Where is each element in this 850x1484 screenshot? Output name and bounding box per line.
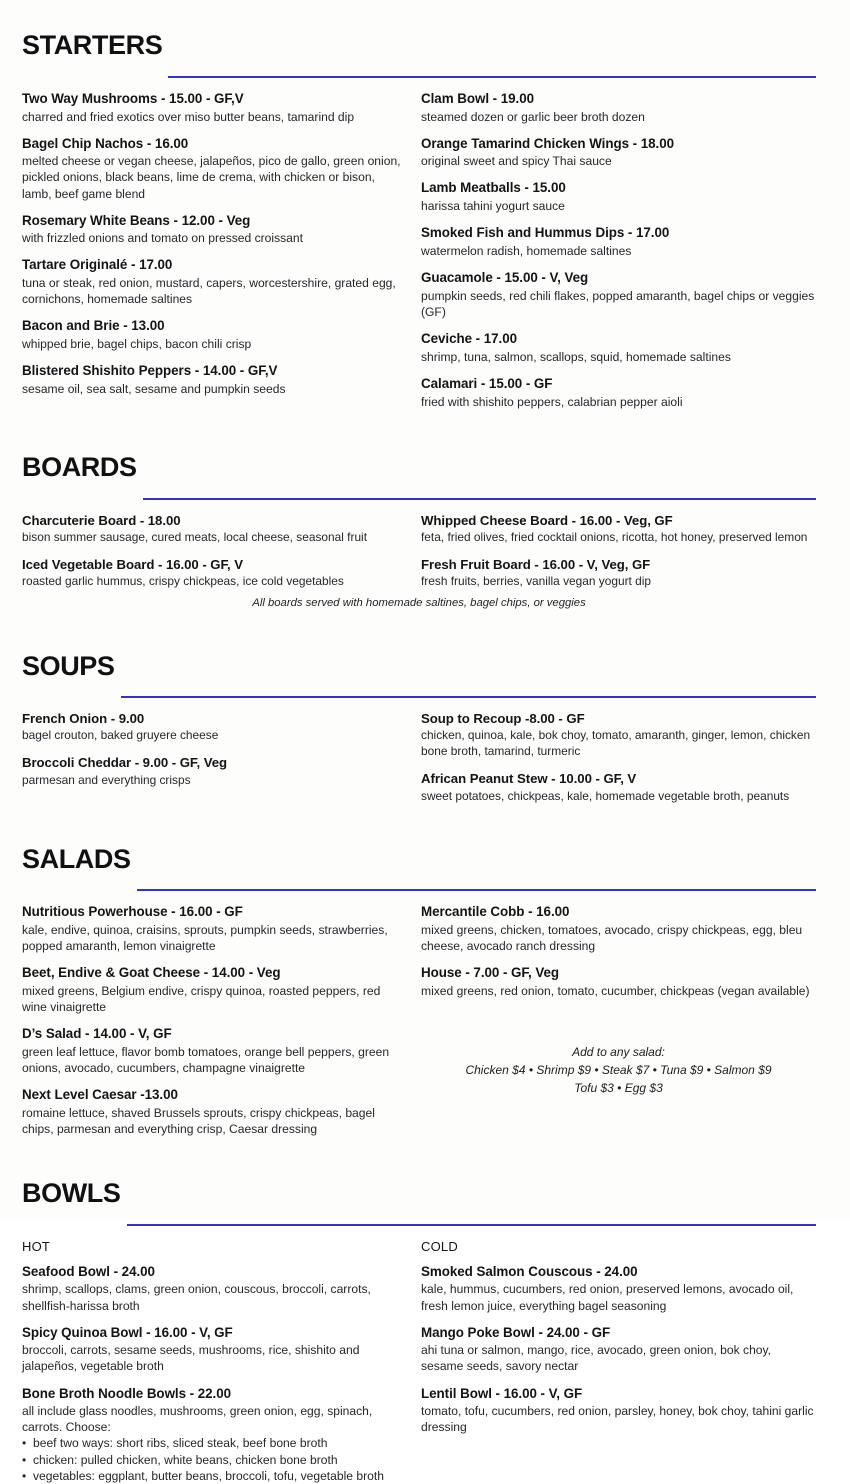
menu-item-name: D’s Salad - 14.00 - V, GF [22, 1026, 172, 1042]
section-header-soups [22, 630, 816, 702]
section-columns [22, 711, 816, 804]
menu-item-name: Lamb Meatballs - 15.00 [421, 180, 566, 196]
column-subheading-cold: COLD [421, 1238, 458, 1254]
menu-item-description: charred and fried exotics over miso butter beans, tamarind dip [22, 109, 355, 124]
menu-item [22, 513, 401, 546]
menu-item-description: watermelon radish, homemade saltines [421, 244, 632, 259]
menu-item [421, 771, 816, 804]
menu-item-description: fried with shishito peppers, calabrian pepper aioli [421, 394, 683, 409]
menu-item-description: melted cheese or vegan cheese, jalapeños, pico de gallo, green onion, pickled onions, black beans, lime de crema, with chicken or bison, lamb, beef game blend [22, 154, 401, 201]
menu-item-choice: • vegetables: eggplant, butter beans, broccoli, tofu, vegetable broth [22, 1468, 401, 1484]
section-divider-rule [121, 696, 816, 698]
section-columns [22, 1239, 816, 1484]
section-columns [22, 904, 816, 1137]
menu-item [421, 1386, 816, 1436]
menu-item [22, 1325, 401, 1375]
menu-item-name: Charcuterie Board - 18.00 [22, 512, 181, 528]
section-columns [22, 513, 816, 591]
menu-item [421, 331, 816, 365]
section-header-bowls [22, 1158, 816, 1230]
menu-item-choice: • beef two ways: short ribs, sliced steak, beef bone broth [22, 1435, 401, 1451]
menu-item-description: shrimp, tuna, salmon, scallops, squid, homemade saltines [421, 349, 731, 364]
section-title-soups: SOUPS [22, 650, 115, 681]
column-subheading-hot: HOT [22, 1238, 51, 1254]
menu-item-name: Smoked Salmon Couscous - 24.00 [421, 1263, 638, 1279]
menu-item [22, 711, 401, 744]
menu-item-name: Seafood Bowl - 24.00 [22, 1263, 155, 1279]
menu-item-description: kale, endive, quinoa, craisins, sprouts, pumpkin seeds, strawberries, popped amaranth, lemon vinaigrette [22, 923, 388, 954]
salad-addons-row-2: Tofu $3 • Egg $3 [574, 1081, 663, 1095]
section-boards [22, 432, 816, 609]
menu-item [421, 270, 816, 320]
section-title-boards: BOARDS [22, 452, 137, 483]
menu-item-description: feta, fried olives, fried cocktail onions, ricotta, hot honey, preserved lemon [421, 530, 808, 544]
menu-item-name: Spicy Quinoa Bowl - 16.00 - V, GF [22, 1324, 233, 1340]
menu-item [22, 965, 401, 1015]
menu-item-name: Whipped Cheese Board - 16.00 - Veg, GF [421, 512, 673, 528]
menu-item-description: shrimp, scallops, clams, green onion, couscous, broccoli, carrots, shellfish-harissa broth [22, 1282, 371, 1313]
menu-item-name: Next Level Caesar -13.00 [22, 1086, 178, 1102]
menu-item-name: Iced Vegetable Board - 16.00 - GF, V [22, 556, 244, 572]
section-divider-rule [143, 498, 816, 500]
menu-item-name: Mercantile Cobb - 16.00 [421, 904, 570, 920]
column-right [419, 711, 816, 804]
menu-item-description: chicken, quinoa, kale, bok choy, tomato, amaranth, ginger, lemon, chicken bone broth, tamarind, turmeric [421, 728, 811, 759]
salad-addons [421, 1043, 816, 1097]
menu-item-name: Soup to Recoup -8.00 - GF [421, 710, 585, 726]
section-divider-rule [168, 76, 816, 78]
menu-item-name: French Onion - 9.00 [22, 710, 145, 726]
menu-item-name: Beet, Endive & Goat Cheese - 14.00 - Veg [22, 965, 281, 981]
menu-item-name: Calamari - 15.00 - GF [421, 375, 553, 391]
menu-item-name: Nutritious Powerhouse - 16.00 - GF [22, 904, 243, 920]
section-starters [22, 10, 816, 410]
column-left [22, 91, 419, 397]
section-bowls [22, 1158, 816, 1484]
menu-item [421, 1325, 816, 1375]
column-left [22, 1239, 419, 1484]
menu-item [421, 965, 816, 999]
section-header-starters [22, 10, 816, 82]
menu-item-description: tuna or steak, red onion, mustard, capers, worcestershire, grated egg, cornichons, homemade saltines [22, 276, 396, 307]
menu-item [22, 1386, 401, 1484]
menu-item-name: Lentil Bowl - 16.00 - V, GF [421, 1385, 583, 1401]
column-left [22, 513, 419, 591]
column-right [419, 513, 816, 591]
column-right [419, 91, 816, 410]
menu-item [421, 557, 816, 590]
menu-item-name: Orange Tamarind Chicken Wings - 18.00 [421, 135, 675, 151]
salad-addons-row-1: Chicken $4 • Shrimp $9 • Steak $7 • Tuna $9 • Salmon $9 [465, 1063, 772, 1077]
menu-item-description: bagel crouton, baked gruyere cheese [22, 728, 219, 743]
menu-item [22, 904, 401, 954]
menu-item-description: harissa tahini yogurt sauce [421, 199, 565, 214]
menu-item-description: whipped brie, bagel chips, bacon chili crisp [22, 337, 252, 352]
menu-item-description: fresh fruits, berries, vanilla vegan yogurt dip [421, 574, 651, 589]
menu-item-name: Rosemary White Beans - 12.00 - Veg [22, 212, 251, 228]
menu-item [421, 376, 816, 410]
menu-item-description: with frizzled onions and tomato on pressed croissant [22, 231, 303, 246]
menu-item [22, 557, 401, 590]
menu-item-name: Broccoli Cheddar - 9.00 - GF, Veg [22, 755, 228, 771]
menu-item-name: Blistered Shishito Peppers - 14.00 - GF,V [22, 363, 278, 379]
menu-item-name: Fresh Fruit Board - 16.00 - V, Veg, GF [421, 556, 651, 572]
menu-item [421, 91, 816, 125]
menu-item-name: African Peanut Stew - 10.00 - GF, V [421, 771, 637, 787]
menu-item-description: pumpkin seeds, red chili flakes, popped amaranth, bagel chips or veggies (GF) [421, 288, 815, 319]
menu-item-description: sesame oil, sea salt, sesame and pumpkin seeds [22, 381, 286, 396]
section-title-salads: SALADS [22, 843, 131, 874]
menu-item-description: kale, hummus, cucumbers, red onion, preserved lemons, avocado oil, fresh lemon juice, everything bagel seasoning [421, 1282, 794, 1313]
menu-item [22, 1264, 401, 1314]
menu-item-name: House - 7.00 - GF, Veg [421, 965, 560, 981]
menu-item-description: tomato, tofu, cucumbers, red onion, parsley, honey, bok choy, tahini garlic dressing [421, 1404, 814, 1435]
menu-item [22, 213, 401, 247]
menu-item-name: Clam Bowl - 19.00 [421, 90, 535, 106]
section-title-starters: STARTERS [22, 30, 163, 61]
menu-item-description: steamed dozen or garlic beer broth dozen [421, 109, 645, 124]
menu-item-name: Bacon and Brie - 13.00 [22, 318, 165, 334]
menu-item [22, 257, 401, 307]
section-header-salads [22, 823, 816, 895]
menu-item-name: Bagel Chip Nachos - 16.00 [22, 135, 189, 151]
menu-item-name: Two Way Mushrooms - 15.00 - GF,V [22, 90, 244, 106]
salad-addons-title: Add to any salad: [572, 1045, 665, 1059]
menu-item [22, 91, 401, 125]
menu-item [22, 318, 401, 352]
section-columns [22, 91, 816, 410]
menu-item [22, 1026, 401, 1076]
menu-item-name: Tartare Originalé - 17.00 [22, 257, 173, 273]
menu-item [421, 711, 816, 760]
menu-item-name: Ceviche - 17.00 [421, 331, 518, 347]
menu-item-name: Smoked Fish and Hummus Dips - 17.00 [421, 225, 670, 241]
menu-item [22, 1087, 401, 1137]
menu-item-name: Bone Broth Noodle Bowls - 22.00 [22, 1385, 232, 1401]
column-left [22, 904, 419, 1137]
menu-item [22, 363, 401, 397]
section-note: All boards served with homemade saltines, bagel chips, or veggies [252, 597, 586, 610]
menu-item-description: all include glass noodles, mushrooms, green onion, egg, spinach, carrots. Choose: [22, 1404, 373, 1435]
menu-item-description: broccoli, carrots, sesame seeds, mushrooms, rice, shishito and jalapeños, vegetable broth [22, 1343, 360, 1374]
menu-item [421, 180, 816, 214]
menu-item [22, 136, 401, 202]
section-divider-rule [127, 1224, 817, 1226]
section-salads [22, 823, 816, 1136]
menu-item-name: Mango Poke Bowl - 24.00 - GF [421, 1324, 611, 1340]
menu-item [421, 513, 816, 546]
menu-item-description: parmesan and everything crisps [22, 772, 191, 787]
menu-item-description: green leaf lettuce, flavor bomb tomatoes, orange bell peppers, green onions, avocado, cucumbers, champagne vinaigrette [22, 1044, 390, 1075]
menu-item-description: mixed greens, Belgium endive, crispy quinoa, roasted peppers, red wine vinaigrette [22, 983, 381, 1014]
menu-item [421, 136, 816, 170]
menu-sections [22, 10, 816, 1484]
menu-item-choices [22, 1435, 401, 1483]
menu-item-description: bison summer sausage, cured meats, local cheese, seasonal fruit [22, 530, 368, 544]
menu-item-choice: • chicken: pulled chicken, white beans, chicken bone broth [22, 1452, 401, 1468]
menu-item-description: ahi tuna or salmon, mango, rice, avocado, green onion, bok choy, sesame seeds, savory nectar [421, 1343, 772, 1374]
menu-item [22, 755, 401, 788]
menu-item-description: mixed greens, red onion, tomato, cucumber, chickpeas (vegan available) [421, 983, 810, 998]
menu-item-name: Guacamole - 15.00 - V, Veg [421, 270, 589, 286]
menu-item-description: roasted garlic hummus, crispy chickpeas, ice cold vegetables [22, 574, 344, 589]
menu-item-description: sweet potatoes, chickpeas, kale, homemade vegetable broth, peanuts [421, 788, 790, 803]
column-left [22, 711, 419, 789]
section-title-bowls: BOWLS [22, 1178, 121, 1209]
menu-item [421, 904, 816, 954]
column-right [419, 1239, 816, 1436]
section-soups [22, 630, 816, 804]
column-right [419, 904, 816, 1097]
menu-item-description: original sweet and spicy Thai sauce [421, 154, 612, 169]
menu-item-description: romaine lettuce, shaved Brussels sprouts, crispy chickpeas, bagel chips, parmesan and everything crisp, Caesar dressing [22, 1105, 375, 1136]
menu-item [421, 1264, 816, 1314]
menu-item-description: mixed greens, chicken, tomatoes, avocado, crispy chickpeas, egg, bleu cheese, avocado ranch dressing [421, 923, 803, 954]
menu-item [421, 225, 816, 259]
section-header-boards [22, 432, 816, 504]
section-divider-rule [137, 889, 816, 891]
